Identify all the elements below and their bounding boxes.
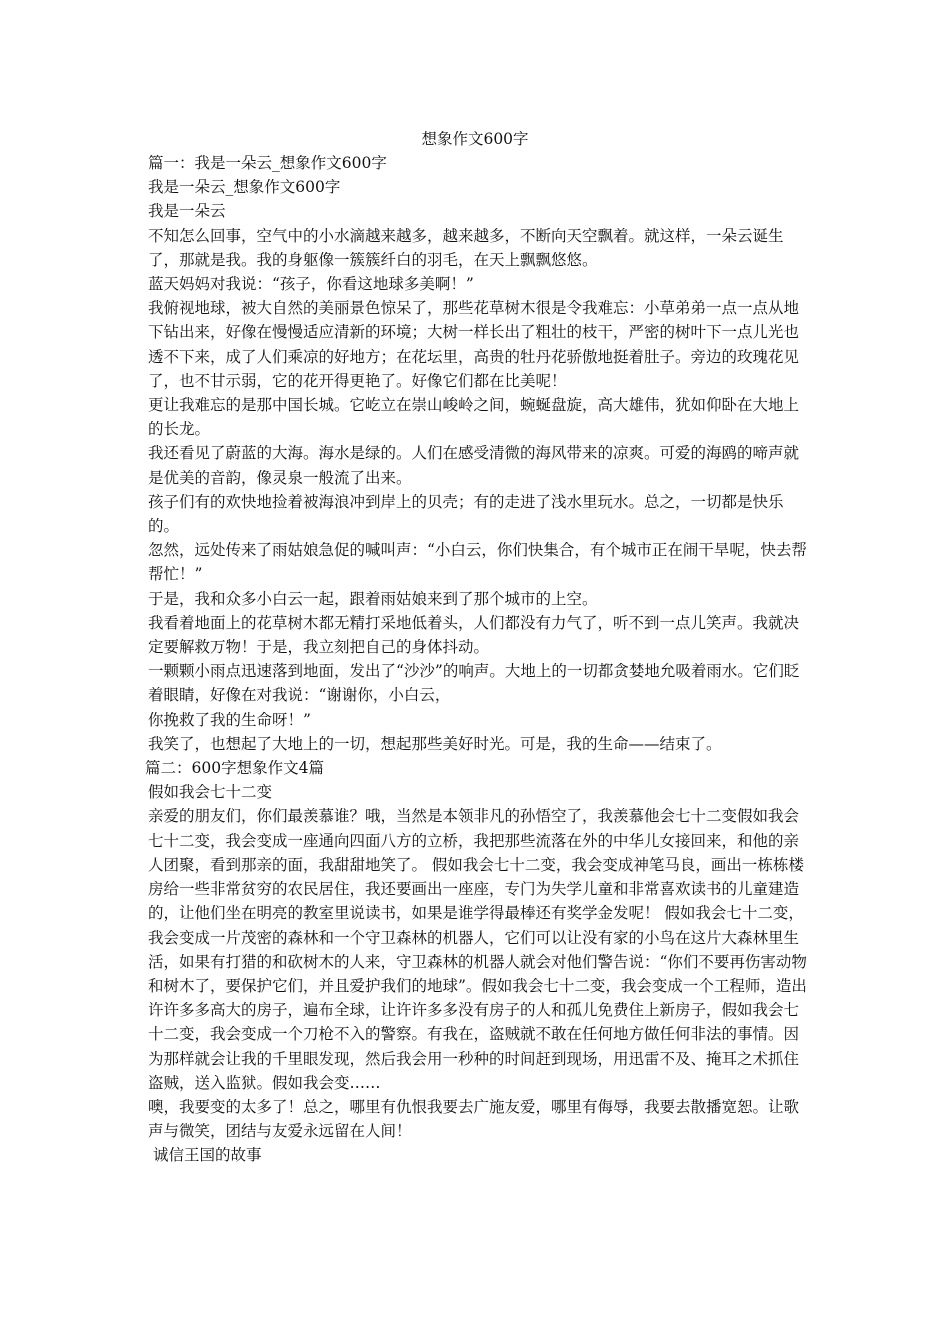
paragraph: 你挽救了我的生命呀！” bbox=[148, 710, 311, 729]
document-body bbox=[145, 151, 810, 1168]
paragraph: 一颗颗小雨点迅速落到地面，发出了“沙沙”的响声。大地上的一切都贪婪地允吸着雨水。它们眨着眼睛，好像在对我说：“谢谢你，小白云， bbox=[148, 662, 800, 705]
paragraph: 忽然，远处传来了雨姑娘急促的喊叫声：“小白云，你们快集合，有个城市正在闹干旱呢，快去帮帮忙！” bbox=[148, 541, 807, 584]
paragraph: 我是一朵云_想象作文600字 bbox=[148, 178, 341, 197]
paragraph: 孩子们有的欢快地捡着被海浪冲到岸上的贝壳；有的走进了浅水里玩水。总之，一切都是快乐的。 bbox=[148, 492, 784, 536]
paragraph: 我是一朵云 bbox=[148, 202, 226, 221]
page-title: 想象作文600字 bbox=[421, 130, 529, 148]
paragraph: 不知怎么回事，空气中的小水滴越来越多，越来越多，不断向天空飘着。就这样，一朵云诞生了，那就是我。我的身躯像一簇簇纤白的羽毛，在天上飘飘悠悠。 bbox=[148, 226, 784, 269]
paragraph: 篇一：我是一朵云_想象作文600字 bbox=[148, 154, 387, 172]
paragraph: 篇二：600字想象作文4篇 bbox=[145, 759, 324, 778]
paragraph: 我俯视地球，被大自然的美丽景色惊呆了，那些花草树木很是令我难忘：小草弟弟一点一点从地下钻出来，好像在慢慢适应清新的环境；大树一样长出了粗壮的枝干，严密的树叶下一点儿光也透不下来，成了人们乘凉的好地方；在花坛里，高贵的牡丹花骄傲地挺着肚子。旁边的玫瑰花见了，也不甘示弱，它的花开得更艳了。好像它们都在比美呢！ bbox=[148, 299, 800, 390]
paragraph: 蓝天妈妈对我说：“孩子，你看这地球多美啊！” bbox=[148, 275, 474, 294]
paragraph: 我还看见了蔚蓝的大海。海水是绿的。人们在感受清微的海风带来的凉爽。可爱的海鸥的啼声就是优美的音韵，像灵泉一般流了出来。 bbox=[148, 444, 800, 487]
paragraph: 亲爱的朋友们，你们最羡慕谁？哦，当然是本领非凡的孙悟空了，我羡慕他会七十二变假如我会七十二变，我会变成一座通向四面八方的立桥，我把那些流落在外的中华儿女接回来，和他的亲人团聚，看到那亲的面，我甜甜地笑了。 假如我会七十二变，我会变成神笔马良，画出一栋栋楼房给一些非常贫穷的农民居住，我还要画出一座座，专门为失学儿童和非常喜欢读书的儿童建造的，让他们坐在明亮的教室里说读书，如果是谁学得最棒还有奖学金发呢！ 假如我会七十二变，我会变成一片茂密的森林和一个守卫森林的机器人，它们可以让没有家的小鸟在这片大森林里生活，如果有打猎的和砍树木的人来，守卫森林的机器人就会对他们警告说：“你们不要再伤害动物和树木了，要保护它们，并且爱护我们的地球”。假如我会七十二变，我会变成一个工程师，造出许许多多高大的房子，遍布全球，让许许多多没有房子的人和孤儿免费住上新房子，假如我会七十二变，我会变成一个刀枪不入的警察。有我在，盗贼就不敢在任何地方做任何非法的事情。因为那样就会让我的千里眼发现，然后我会用一秒种的时间赶到现场，用迅雷不及、掩耳之术抓住盗贼，送入监狱。假如我会变…… bbox=[148, 807, 807, 1092]
paragraph: 更让我难忘的是那中国长城。它屹立在崇山峻岭之间，蜿蜒盘旋，高大雄伟，犹如仰卧在大地上的长龙。 bbox=[148, 396, 800, 439]
paragraph: 于是，我和众多小白云一起，跟着雨姑娘来到了那个城市的上空。 bbox=[148, 589, 598, 608]
paragraph: 诚信王国的故事 bbox=[153, 1146, 262, 1165]
paragraph: 假如我会七十二变 bbox=[148, 783, 273, 802]
paragraph: 我看着地面上的花草树木都无精打采地低着头，人们都没有力气了，听不到一点儿笑声。我就决定要解救万物！于是，我立刻把自己的身体抖动。 bbox=[148, 613, 800, 657]
paragraph: 噢，我要变的太多了！总之，哪里有仇恨我要去广施友爱，哪里有侮辱，我要去散播宽恕。让歌声与微笑，团结与友爱永远留在人间！ bbox=[148, 1097, 800, 1141]
paragraph: 我笑了，也想起了大地上的一切，想起那些美好时光。可是，我的生命——结束了。 bbox=[148, 734, 722, 753]
